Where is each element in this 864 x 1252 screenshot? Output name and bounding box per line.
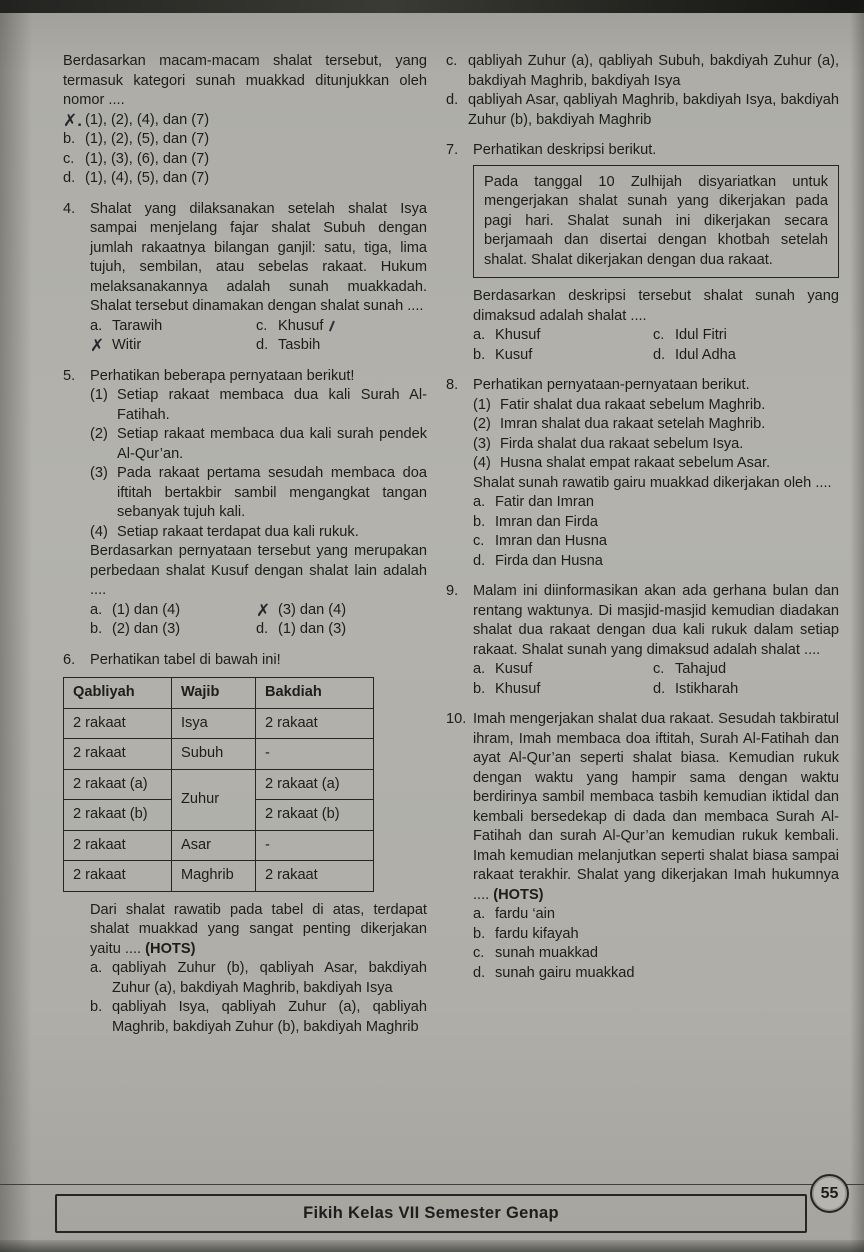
statement-label: (3) <box>90 465 108 481</box>
option-text: Kusuf <box>495 661 533 677</box>
footer-title: Fikih Kelas VII Semester Genap <box>303 1203 559 1222</box>
question-stem: Perhatikan deskripsi berikut. <box>473 142 657 158</box>
description-box: Pada tanggal 10 Zulhijah disyariatkan untuk mengerjakan shalat sunah yang dikerjakan pada pagi hari. Shalat sunah ini dikerjakan secara berjamaah dan disertai dengan khotbah setelah shalat. Shalat dikerjakan dengan dua rakaat. <box>473 165 839 279</box>
answer-option <box>473 532 839 552</box>
answer-option <box>63 150 427 170</box>
answer-option <box>473 925 839 945</box>
answer-option <box>653 326 839 346</box>
option-label: d. <box>63 170 76 186</box>
table-cell: 2 rakaat (a) <box>256 769 374 800</box>
option-text: (1) dan (3) <box>278 621 347 637</box>
answer-option <box>473 346 653 366</box>
option-label: d. <box>256 337 269 353</box>
option-text: qabliyah Zuhur (b), qabliyah Asar, bakdiyah Zuhur (a), bakdiyah Maghrib, bakdiyah Isya <box>112 960 427 996</box>
option-label: b. <box>63 131 76 147</box>
option-label: d. <box>653 680 666 697</box>
statement-label: (4) <box>473 455 491 471</box>
table-row <box>64 830 374 861</box>
option-label: c. <box>473 533 485 549</box>
statement-label: (4) <box>90 523 108 540</box>
statement <box>473 435 839 455</box>
statement <box>90 464 427 523</box>
statement-label: (2) <box>473 416 491 432</box>
hots-tag: (HOTS) <box>493 886 544 903</box>
answer-option <box>473 964 839 984</box>
option-label: a. <box>90 960 103 976</box>
table-cell: 2 rakaat (b) <box>256 800 374 831</box>
question-stem: Perhatikan beberapa pernyataan berikut! <box>90 367 355 384</box>
question-3 <box>63 52 427 189</box>
statement-label: (1) <box>473 396 491 413</box>
hots-tag: (HOTS) <box>145 940 196 957</box>
answer-option <box>473 552 839 572</box>
option-text: Tahajud <box>675 661 727 677</box>
option-text: Khusuf <box>278 317 427 337</box>
question-8 <box>446 376 839 571</box>
scan-top-edge <box>0 0 864 13</box>
option-text: Idul Adha <box>675 346 736 363</box>
table-header-row <box>64 678 374 709</box>
table-header-cell: Bakdiah <box>256 678 374 709</box>
option-label: d. <box>256 621 269 637</box>
statement-text: Imran shalat dua rakaat setelah Maghrib. <box>500 416 766 432</box>
answer-option <box>256 601 427 621</box>
table-cell: 2 rakaat <box>64 830 172 861</box>
answer-option <box>473 680 653 700</box>
answer-option <box>446 91 839 130</box>
answer-option <box>256 336 427 356</box>
option-label: b. <box>473 680 486 697</box>
question-stem-2: Dari shalat rawatib pada tabel di atas, terdapat shalat muakkad yang sangat penting dikerjakan yaitu .... (HOTS) <box>90 901 427 957</box>
option-text: fardu kifayah <box>495 925 579 942</box>
question-7 <box>446 141 839 365</box>
option-text: fardu ‘ain <box>495 906 556 922</box>
option-text: Tarawih <box>112 317 163 334</box>
table-cell: - <box>256 830 374 861</box>
statement-text: Husna shalat empat rakaat sebelum Asar. <box>500 455 771 471</box>
answer-option <box>90 336 256 356</box>
option-label: d. <box>473 964 486 981</box>
question-6-continuation <box>446 52 839 130</box>
statement-text: Firda shalat dua rakaat sebelum Isya. <box>500 435 744 452</box>
table-row <box>64 739 374 770</box>
answer-option <box>473 944 839 964</box>
answer-option <box>446 52 839 91</box>
option-grid <box>473 326 839 365</box>
question-6 <box>63 651 427 1038</box>
statement-text: Setiap rakaat terdapat dua kali rukuk. <box>117 523 359 540</box>
answer-option <box>63 130 427 150</box>
pen-mark-icon <box>327 320 336 332</box>
statement <box>90 386 427 425</box>
answer-option <box>473 660 653 680</box>
option-text: Imran dan Husna <box>495 533 607 549</box>
option-text: (1) dan (4) <box>112 601 181 618</box>
question-number: 9. <box>446 583 459 599</box>
answer-option <box>653 346 839 366</box>
table-cell: 2 rakaat <box>64 708 172 739</box>
question-number: 5. <box>63 367 76 384</box>
statement-text: Pada rakaat pertama sesudah membaca doa iftitah bertakbir sambil mengangkat tangan sebanyak tujuh kali. <box>117 465 427 520</box>
option-label: c. <box>653 661 665 677</box>
option-label-marked: ✗. <box>63 110 82 130</box>
option-text: (1), (2), (5), dan (7) <box>85 131 210 147</box>
option-label: a. <box>90 317 103 334</box>
option-label: c. <box>473 945 485 961</box>
option-label: b. <box>473 925 486 942</box>
option-grid <box>90 317 427 356</box>
statement <box>473 454 839 474</box>
answer-option <box>90 998 427 1037</box>
question-number: 6. <box>63 651 76 668</box>
question-number: 4. <box>63 200 76 217</box>
option-label-marked: ✗ <box>90 336 105 355</box>
right-column <box>446 52 839 983</box>
option-text: Firda dan Husna <box>495 552 603 569</box>
statement-text: Fatir shalat dua rakaat sebelum Maghrib. <box>500 396 766 413</box>
answer-option <box>473 493 839 513</box>
table-row <box>64 861 374 892</box>
table-cell: 2 rakaat (b) <box>64 800 172 831</box>
option-label: d. <box>473 552 486 569</box>
option-text: Fatir dan Imran <box>495 494 594 510</box>
scan-bottom-edge <box>0 1240 864 1252</box>
footer-rule <box>0 1184 864 1185</box>
question-number: 10. <box>446 711 467 727</box>
question-stem-2: Berdasarkan deskripsi tersebut shalat sunah yang dimaksud adalah shalat .... <box>473 288 839 324</box>
statement <box>473 415 839 435</box>
table-header-cell: Wajib <box>172 678 256 709</box>
statement-text: Setiap rakaat membaca dua kali surah pendek Al-Qur’an. <box>117 426 427 462</box>
table-cell: Subuh <box>172 739 256 770</box>
statement-text: Setiap rakaat membaca dua kali Surah Al-Fatihah. <box>117 387 427 423</box>
option-text: Idul Fitri <box>675 327 727 343</box>
page-number: 55 <box>820 1184 839 1202</box>
page-number-badge <box>810 1174 849 1213</box>
option-label: a. <box>90 601 103 618</box>
option-text: (3) dan (4) <box>278 601 347 618</box>
question-stem: Shalat yang dilaksanakan setelah shalat Isya sampai menjelang fajar shalat Subuh dengan jumlah rakaatnya bilangan ganjil: satu, tiga, lima tujuh, sembilan, atau sebelas rakaat. Hukum melaksanakannya adalah sunah muakkadah. Shalat tersebut dinamakan dengan shalat sunah .... <box>90 200 427 314</box>
answer-option <box>90 601 256 621</box>
table-cell: 2 rakaat <box>64 739 172 770</box>
option-text: qabliyah Isya, qabliyah Zuhur (a), qabliyah Maghrib, bakdiyah Zuhur (b), bakdiyah Maghrib <box>112 999 427 1035</box>
option-label: b. <box>473 346 486 363</box>
question-stem-2: Berdasarkan pernyataan tersebut yang merupakan perbedaan shalat Kusuf dengan shalat lain adalah .... <box>90 543 427 598</box>
option-text: sunah gairu muakkad <box>495 964 635 981</box>
statement-label: (2) <box>90 426 108 442</box>
scan-left-shadow <box>0 0 32 1252</box>
question-5 <box>63 367 427 640</box>
option-label: d. <box>653 346 666 363</box>
answer-option <box>90 959 427 998</box>
option-label: a. <box>473 494 486 510</box>
answer-option <box>473 905 839 925</box>
option-text: (1), (2), (4), dan (7) <box>85 111 210 128</box>
left-column <box>63 52 427 1037</box>
table-cell: Isya <box>172 708 256 739</box>
question-stem: Perhatikan tabel di bawah ini! <box>90 651 281 668</box>
option-text: qabliyah Zuhur (a), qabliyah Subuh, bakdiyah Zuhur (a), bakdiyah Maghrib, bakdiyah Isya <box>468 53 839 89</box>
question-number: 8. <box>446 377 459 393</box>
table-cell: - <box>256 739 374 770</box>
option-label: d. <box>446 92 459 108</box>
option-label: a. <box>473 661 486 677</box>
option-label: c. <box>256 317 268 334</box>
option-text: sunah muakkad <box>495 945 599 961</box>
question-stem: Berdasarkan macam-macam shalat tersebut, yang termasuk kategori sunah muakkad ditunjukkan oleh nomor .... <box>63 53 427 108</box>
option-label: c. <box>653 327 665 343</box>
option-label: b. <box>90 621 103 637</box>
option-label: b. <box>90 999 103 1015</box>
answer-option <box>256 620 427 640</box>
option-label: a. <box>473 327 486 343</box>
question-4 <box>63 200 427 356</box>
question-stem: Imah mengerjakan shalat dua rakaat. Sesudah takbiratul ihram, Imah membaca doa iftitah, Surah Al-Fatihah dan ayat Al-Qur’an seperti shalat biasa. Kemudian rukuk dengan waktu yang hampir sama dengan waktu berdirinya sambil membaca tasbih kemudian iktidal dan kembali bersedekap di dada dan membaca Surah Al-Fatihah dan surah Al-Qur’an kemudian rukuk kembali. Imah kemudian melanjutkan seperti shalat biasa sampai rakaat terakhir. Shalat yang dikerjakan Imah hukumnya .... (HOTS) <box>473 711 839 903</box>
answer-option <box>473 513 839 533</box>
table-cell: Zuhur <box>172 769 256 830</box>
option-label: b. <box>473 513 486 530</box>
answer-option <box>473 326 653 346</box>
statement <box>90 523 427 543</box>
table-cell: 2 rakaat <box>64 861 172 892</box>
answer-option <box>63 169 427 189</box>
table-row <box>64 708 374 739</box>
table-cell: Maghrib <box>172 861 256 892</box>
table-header-cell: Qabliyah <box>64 678 172 709</box>
answer-option <box>256 317 427 337</box>
question-number: 7. <box>446 142 459 158</box>
option-text: (1), (4), (5), dan (7) <box>85 170 210 186</box>
question-stem: Malam ini diinformasikan akan ada gerhana bulan dan rentang waktunya. Di masjid-masjid kemudian diadakan shalat dua rakaat dengan dua kali rukuk dalam setiap rakaat. Shalat sunah yang dimaksud adalah shalat .... <box>473 583 839 658</box>
option-text: Khusuf <box>495 327 541 343</box>
option-label: c. <box>63 150 75 167</box>
question-stem-2: Shalat sunah rawatib gairu muakkad dikerjakan oleh .... <box>473 474 832 491</box>
rawatib-table <box>63 677 374 892</box>
question-10 <box>446 710 839 983</box>
statement <box>90 425 427 464</box>
answer-option <box>90 317 256 337</box>
table-cell: 2 rakaat <box>256 708 374 739</box>
table-cell: 2 rakaat <box>256 861 374 892</box>
statement-label: (1) <box>90 387 108 403</box>
option-label: a. <box>473 906 486 922</box>
statement <box>473 396 839 416</box>
option-text: Witir <box>112 337 142 353</box>
answer-option <box>653 660 839 680</box>
option-text: qabliyah Asar, qabliyah Maghrib, bakdiyah Isya, bakdiyah Zuhur (b), bakdiyah Maghrib <box>468 92 839 128</box>
option-text: (2) dan (3) <box>112 621 181 637</box>
statement-label: (3) <box>473 435 491 452</box>
question-stem: Perhatikan pernyataan-pernyataan berikut. <box>473 377 750 393</box>
option-label: c. <box>446 53 458 69</box>
option-label-marked: ✗ <box>256 600 271 620</box>
table-row <box>64 769 374 800</box>
option-text: Istikharah <box>675 680 739 697</box>
option-grid <box>90 601 427 640</box>
option-grid <box>473 660 839 699</box>
footer-title-box <box>55 1194 807 1233</box>
table-cell: 2 rakaat (a) <box>64 769 172 800</box>
answer-option <box>63 111 427 131</box>
scan-right-shadow <box>850 0 864 1252</box>
option-text: (1), (3), (6), dan (7) <box>85 150 210 167</box>
option-text: Tasbih <box>278 337 321 353</box>
question-9 <box>446 582 839 699</box>
option-text: Imran dan Firda <box>495 513 599 530</box>
answer-option <box>653 680 839 700</box>
answer-option <box>90 620 256 640</box>
option-text: Khusuf <box>495 680 541 697</box>
table-cell: Asar <box>172 830 256 861</box>
option-text: Kusuf <box>495 346 533 363</box>
